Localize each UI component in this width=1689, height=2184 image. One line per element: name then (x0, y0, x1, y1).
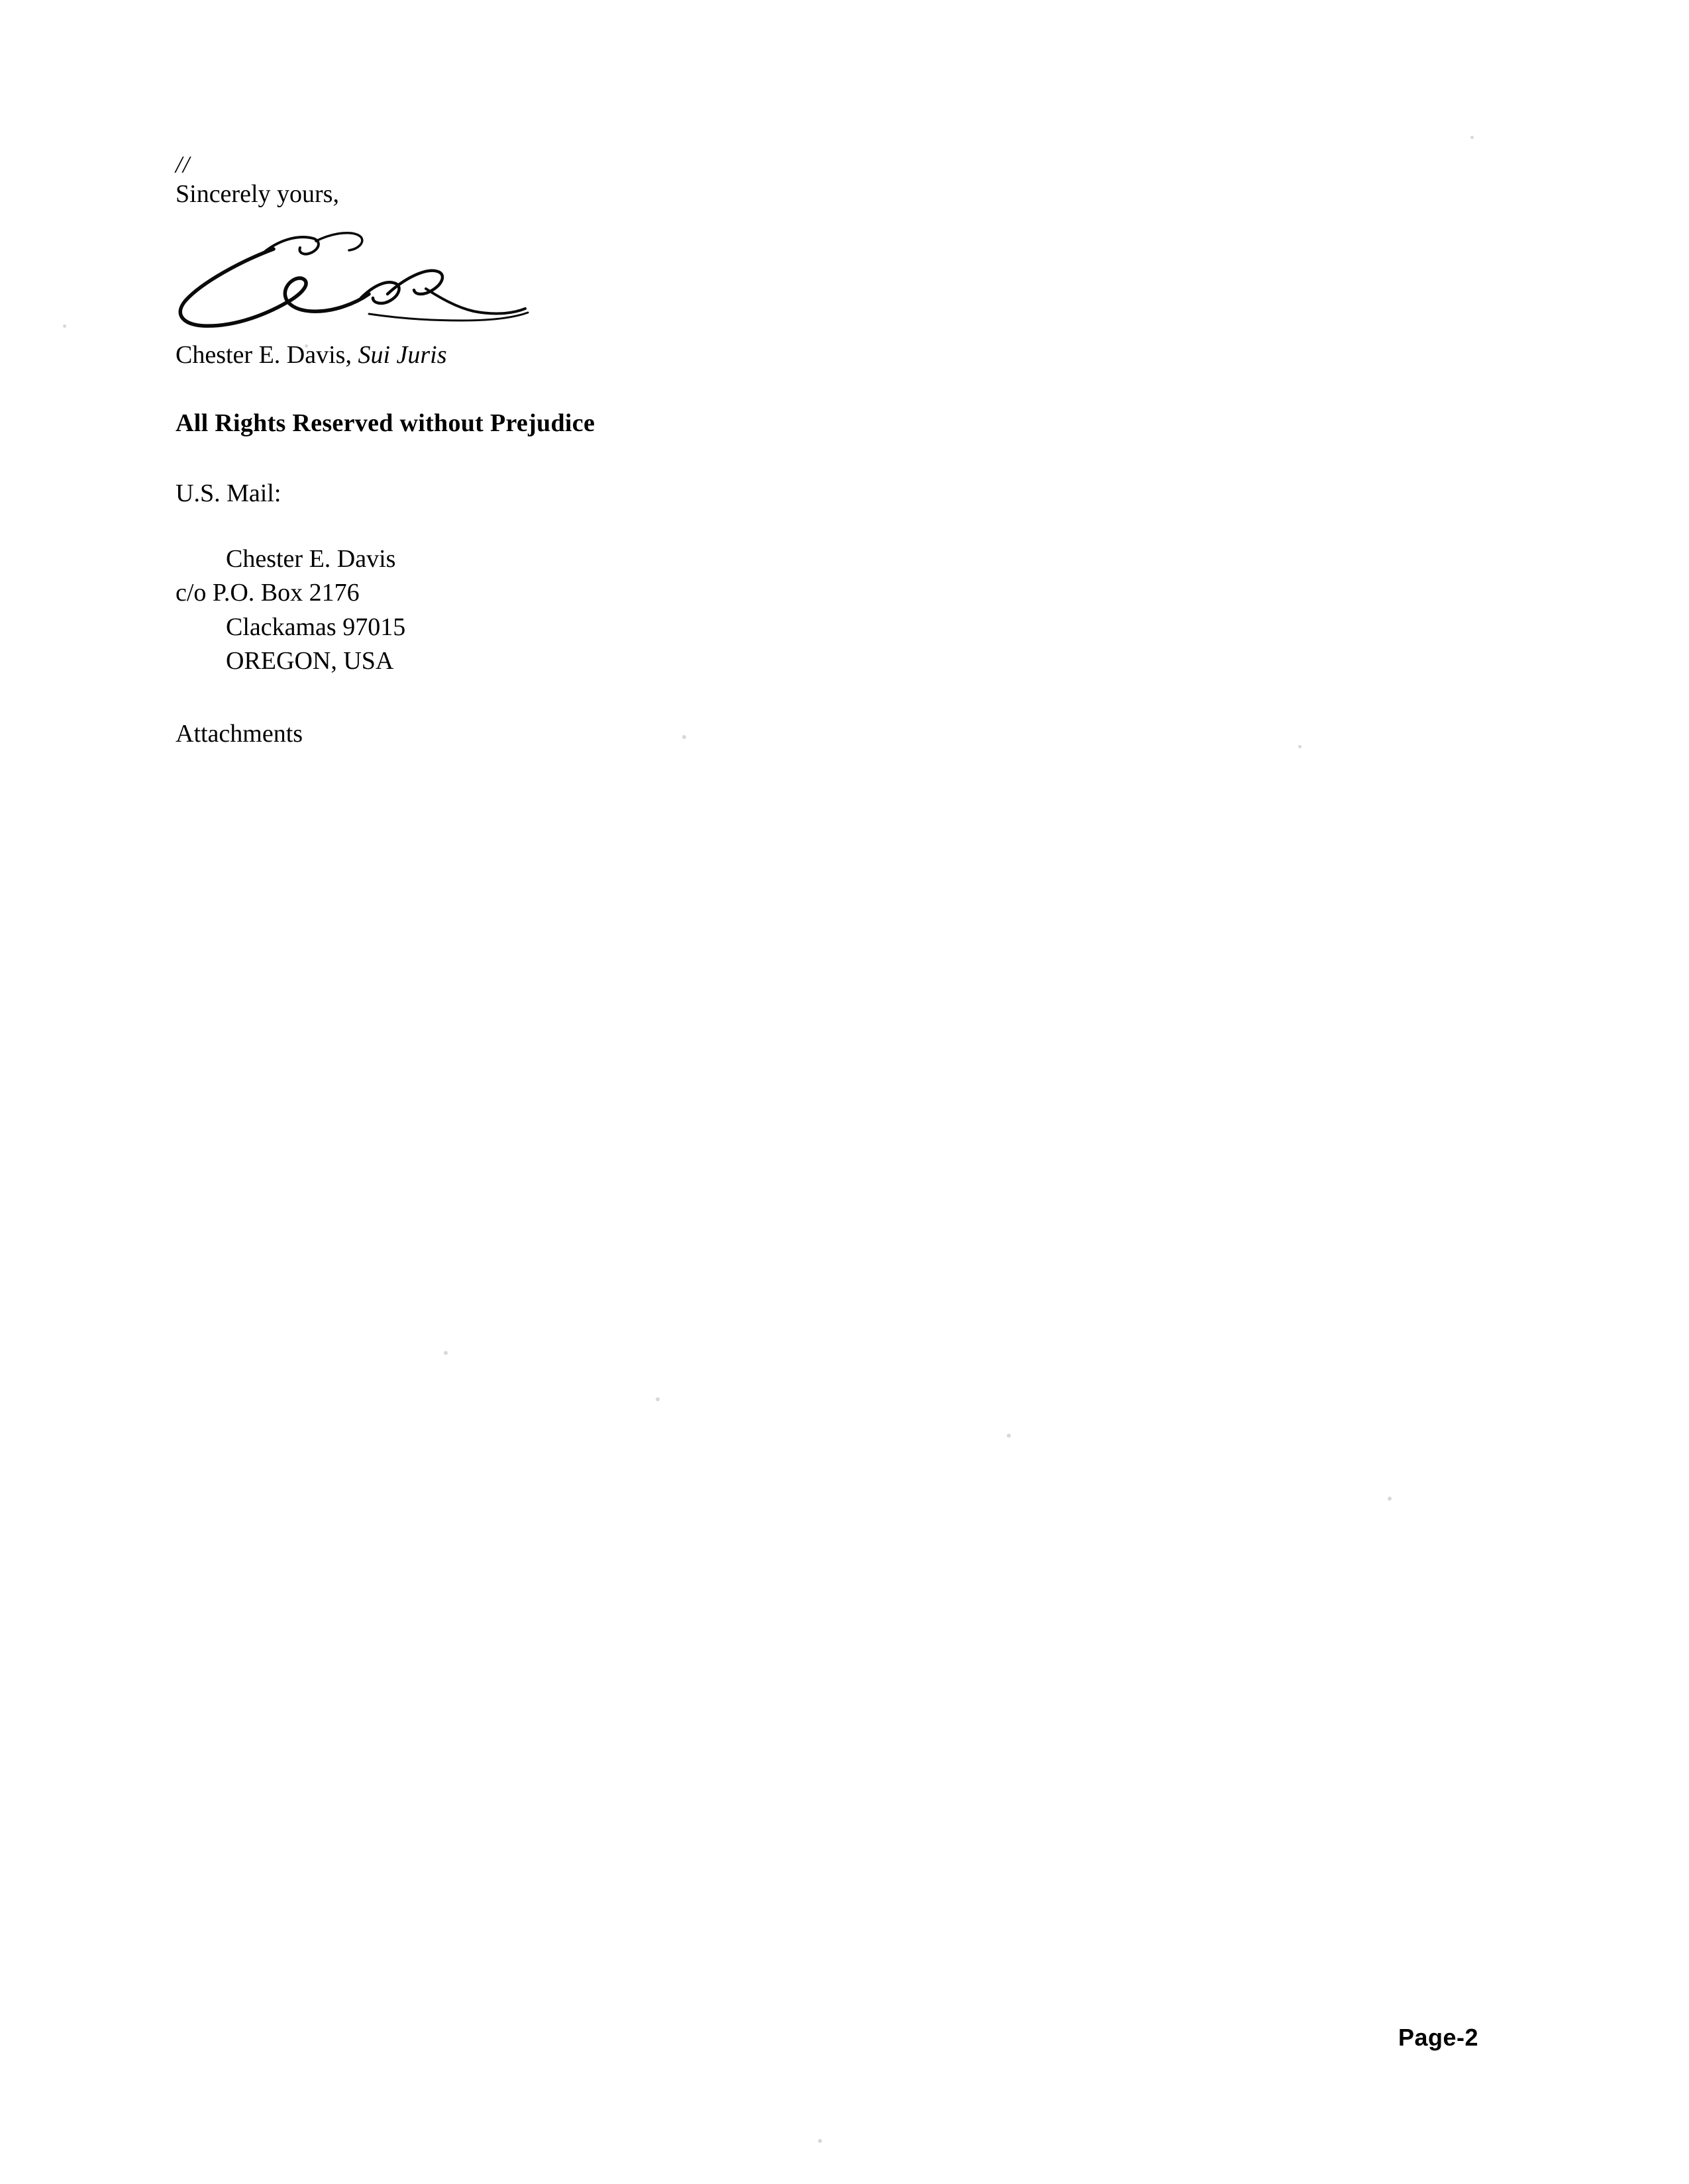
closing-salutation: Sincerely yours, (176, 180, 339, 208)
signer-line (176, 340, 1434, 371)
rights-reserved-notice: All Rights Reserved without Prejudice (176, 409, 595, 438)
scan-speck (444, 1351, 448, 1355)
scan-speck (1388, 1497, 1392, 1501)
scan-speck (63, 324, 66, 328)
scan-speck (818, 2139, 822, 2143)
signature-image (162, 215, 1434, 340)
address-line-state: OREGON, USA (226, 646, 394, 675)
page-number: Page-2 (1398, 2024, 1478, 2051)
scan-speck (1470, 136, 1474, 139)
scan-speck (656, 1397, 660, 1401)
mail-label: U.S. Mail: (176, 479, 282, 508)
signer-name: Chester E. Davis, (176, 340, 352, 369)
address-line-city: Clackamas 97015 (226, 613, 406, 641)
signer-suffix: Sui Juris (358, 340, 447, 369)
slash-mark: // (176, 151, 191, 177)
address-line-name: Chester E. Davis (226, 545, 396, 573)
attachments-label: Attachments (176, 720, 303, 748)
letter-closing-block (176, 152, 1434, 748)
address-line-box: c/o P.O. Box 2176 (176, 579, 360, 607)
scan-speck (1007, 1434, 1011, 1438)
mailing-address (176, 542, 1434, 678)
